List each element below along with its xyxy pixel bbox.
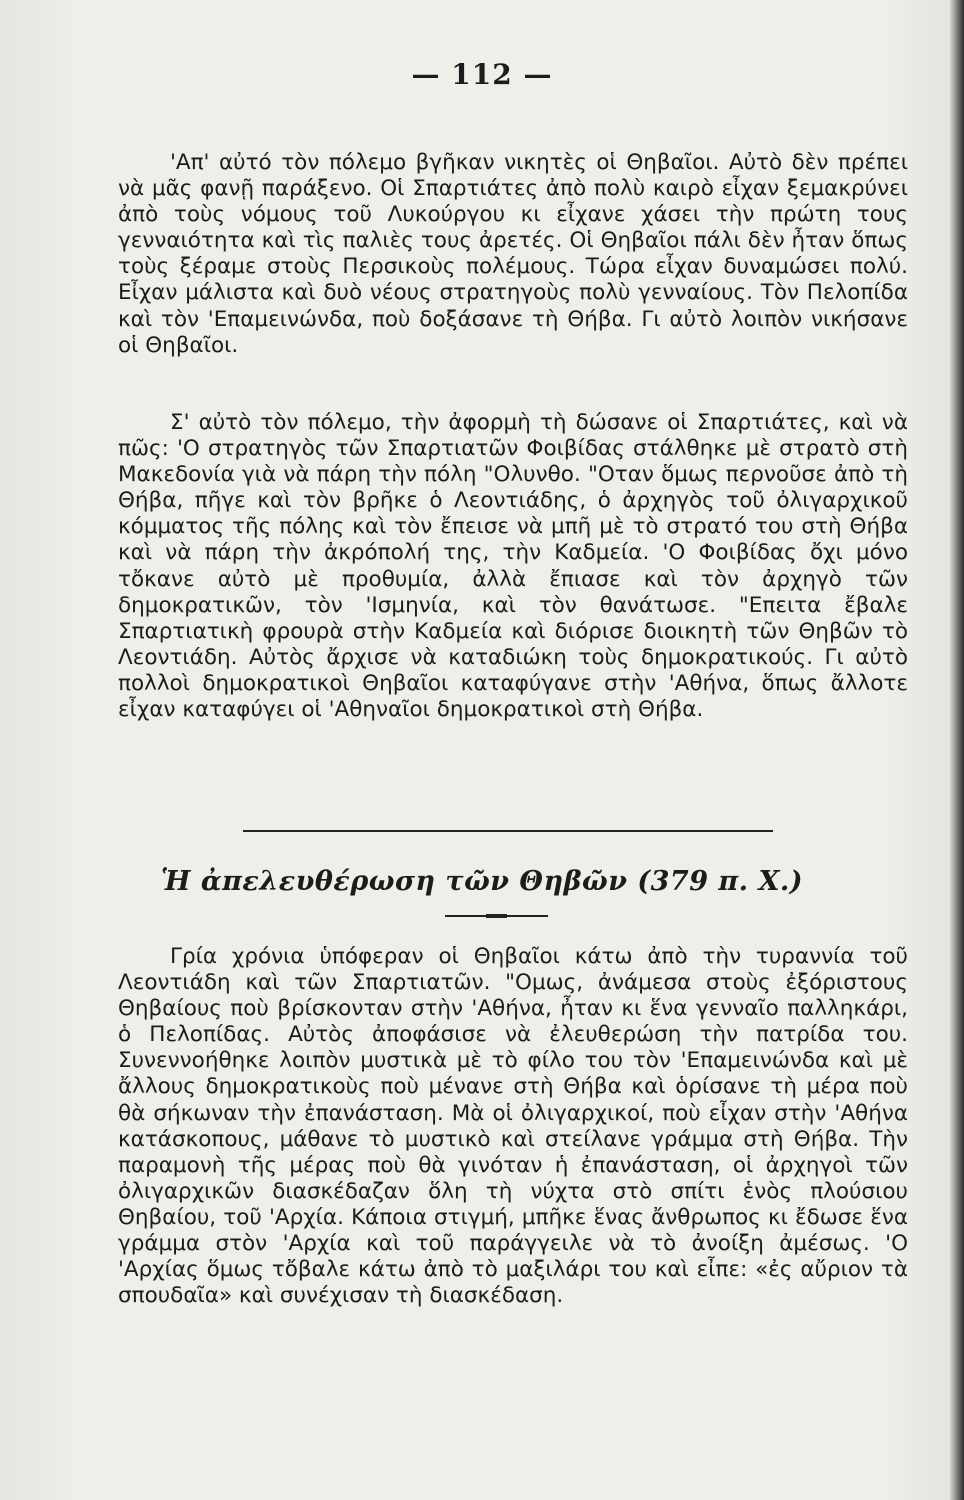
page-edge-shadow: [950, 0, 964, 1500]
section-title: Ἡ ἀπελευθέρωση τῶν Θηβῶν (379 π. Χ.): [160, 866, 804, 897]
page-number: — 112 —: [411, 58, 553, 91]
paragraph-3: [118, 944, 908, 1309]
section-divider: [243, 830, 773, 832]
paragraph-text: 'Απ' αὐτό τὸν πόλεμο βγῆκαν νικητὲς οἱ Θηβαῖοι. Αὐτὸ δὲν πρέπει νὰ μᾶς φανῇ παράξενο. Οἱ Σπαρτιάτες ἀπὸ πολὺ καιρὸ εἶχαν ξεμακρύνει ἀπὸ τοὺς νόμους τοῦ Λυκούργου κι εἶχανε χάσει τὴν πρώτη τους γενναιότητα καὶ τὶς παλιὲς τους ἀρετές. Οἱ Θηβαῖοι πάλι δὲν ἦταν ὅπως τοὺς ξέραμε στοὺς Περσικοὺς πολέμους. Τώρα εἶχαν δυναμώσει πολύ. Εἶχαν μάλιστα καὶ δυὸ νέους στρατηγοὺς πολὺ γενναίους. Τὸν Πελοπίδα καὶ τὸν 'Επαμεινώνδα, ποὺ δοξάσανε τὴ Θήβα. Γι αὐτὸ λοιπὸν νικήσανε οἱ Θηβαῖοι.: [118, 150, 908, 358]
paragraph-text: Γρία χρόνια ὑπόφεραν οἱ Θηβαῖοι κάτω ἀπὸ τὴν τυραννία τοῦ Λεοντιάδη καὶ τῶν Σπαρτιατῶν. "Ομως, ἀνάμεσα στοὺς ἐξόριστους Θηβαίους ποὺ βρίσκονταν στὴν 'Αθήνα, ἦταν κι ἕνα γενναῖο παλληκάρι, ὁ Πελοπίδας. Αὐτὸς ἀποφάσισε νὰ ἐλευθερώση τὴν πατρίδα του. Συνεννοήθηκε λοιπὸν μυστικὰ μὲ τὸ φίλο του τὸν 'Επαμεινώνδα καὶ μὲ ἄλλους δημοκρατικοὺς ποὺ μένανε στὴ Θήβα καὶ ὁρίσανε τὴ μέρα ποὺ θὰ σήκωναν τὴν ἐπανάσταση. Μὰ οἱ ὀλιγαρχικοί, ποὺ εἶχαν στὴν 'Αθήνα κατάσκοπους, μάθανε τὸ μυστικὸ καὶ στείλανε γράμμα στὴ Θήβα. Τὴν παραμονὴ τῆς μέρας ποὺ θὰ γινόταν ἡ ἐπανάσταση, οἱ ἀρχηγοὶ τῶν ὀλιγαρχικῶν διασκέδαζαν ὅλη τὴ νύχτα στὸ σπίτι ἑνὸς πλούσιου Θηβαίου, τοῦ 'Αρχία. Κάποια στιγμή, μπῆκε ἕνας ἄνθρωπος κι ἔδωσε ἕνα γράμμα στὸν 'Αρχία καὶ τοῦ παράγγειλε νὰ τὸ ἀνοίξη ἀμέσως. 'Ο 'Αρχίας ὅμως τὄβαλε κάτω ἀπὸ τὸ μαξιλάρι του καὶ εἶπε: «ἐς αὔριον τὰ σπουδαῖα» καὶ συνέχισαν τὴ διασκέδαση.: [118, 944, 908, 1309]
paragraph-text: Σ' αὐτὸ τὸν πόλεμο, τὴν ἀφορμὴ τὴ δώσανε οἱ Σπαρτιάτες, καὶ νὰ πῶς: 'Ο στρατηγὸς τῶν Σπαρτιατῶν Φοιβίδας στάλθηκε μὲ στρατὸ στὴ Μακεδονία γιὰ νὰ πάρη τὴν πόλη "Ολυνθο. "Οταν ὅμως περνοῦσε ἀπὸ τὴ Θήβα, πῆγε καὶ τὸν βρῆκε ὁ Λεοντιάδης, ὁ ἀρχηγὸς τοῦ ὀλιγαρχικοῦ κόμματος τῆς πόλης καὶ τὸν ἔπεισε νὰ μπῆ μὲ τὸ στρατό του στὴ Θήβα καὶ νὰ πάρη τὴν ἀκρόπολή της, τὴν Καδμεία. 'Ο Φοιβίδας ὄχι μόνο τὄκανε αὐτὸ μὲ προθυμία, ἀλλὰ ἔπιασε καὶ τὸν ἀρχηγὸ τῶν δημοκρατικῶν, τὸν 'Ισμηνία, καὶ τὸν θανάτωσε. "Επειτα ἔβαλε Σπαρτιατικὴ φρουρὰ στὴν Καδμεία καὶ διόρισε διοικητὴ τῶν Θηβῶν τὸ Λεοντιάδη. Αὐτὸς ἄρχισε νὰ καταδιώκη τοὺς δημοκρατικούς. Γι αὐτὸ πολλοὶ δημοκρατικοὶ Θηβαῖοι καταφύγανε στὴν 'Αθήνα, ὅπως ἄλλοτε εἶχαν καταφύγει οἱ 'Αθηναῖοι δημοκρατικοὶ στὴ Θήβα.: [118, 410, 908, 723]
title-underline-accent: [486, 914, 507, 918]
title-underline: [445, 915, 548, 917]
paragraph-1: [118, 150, 908, 359]
paragraph-2: [118, 410, 908, 723]
